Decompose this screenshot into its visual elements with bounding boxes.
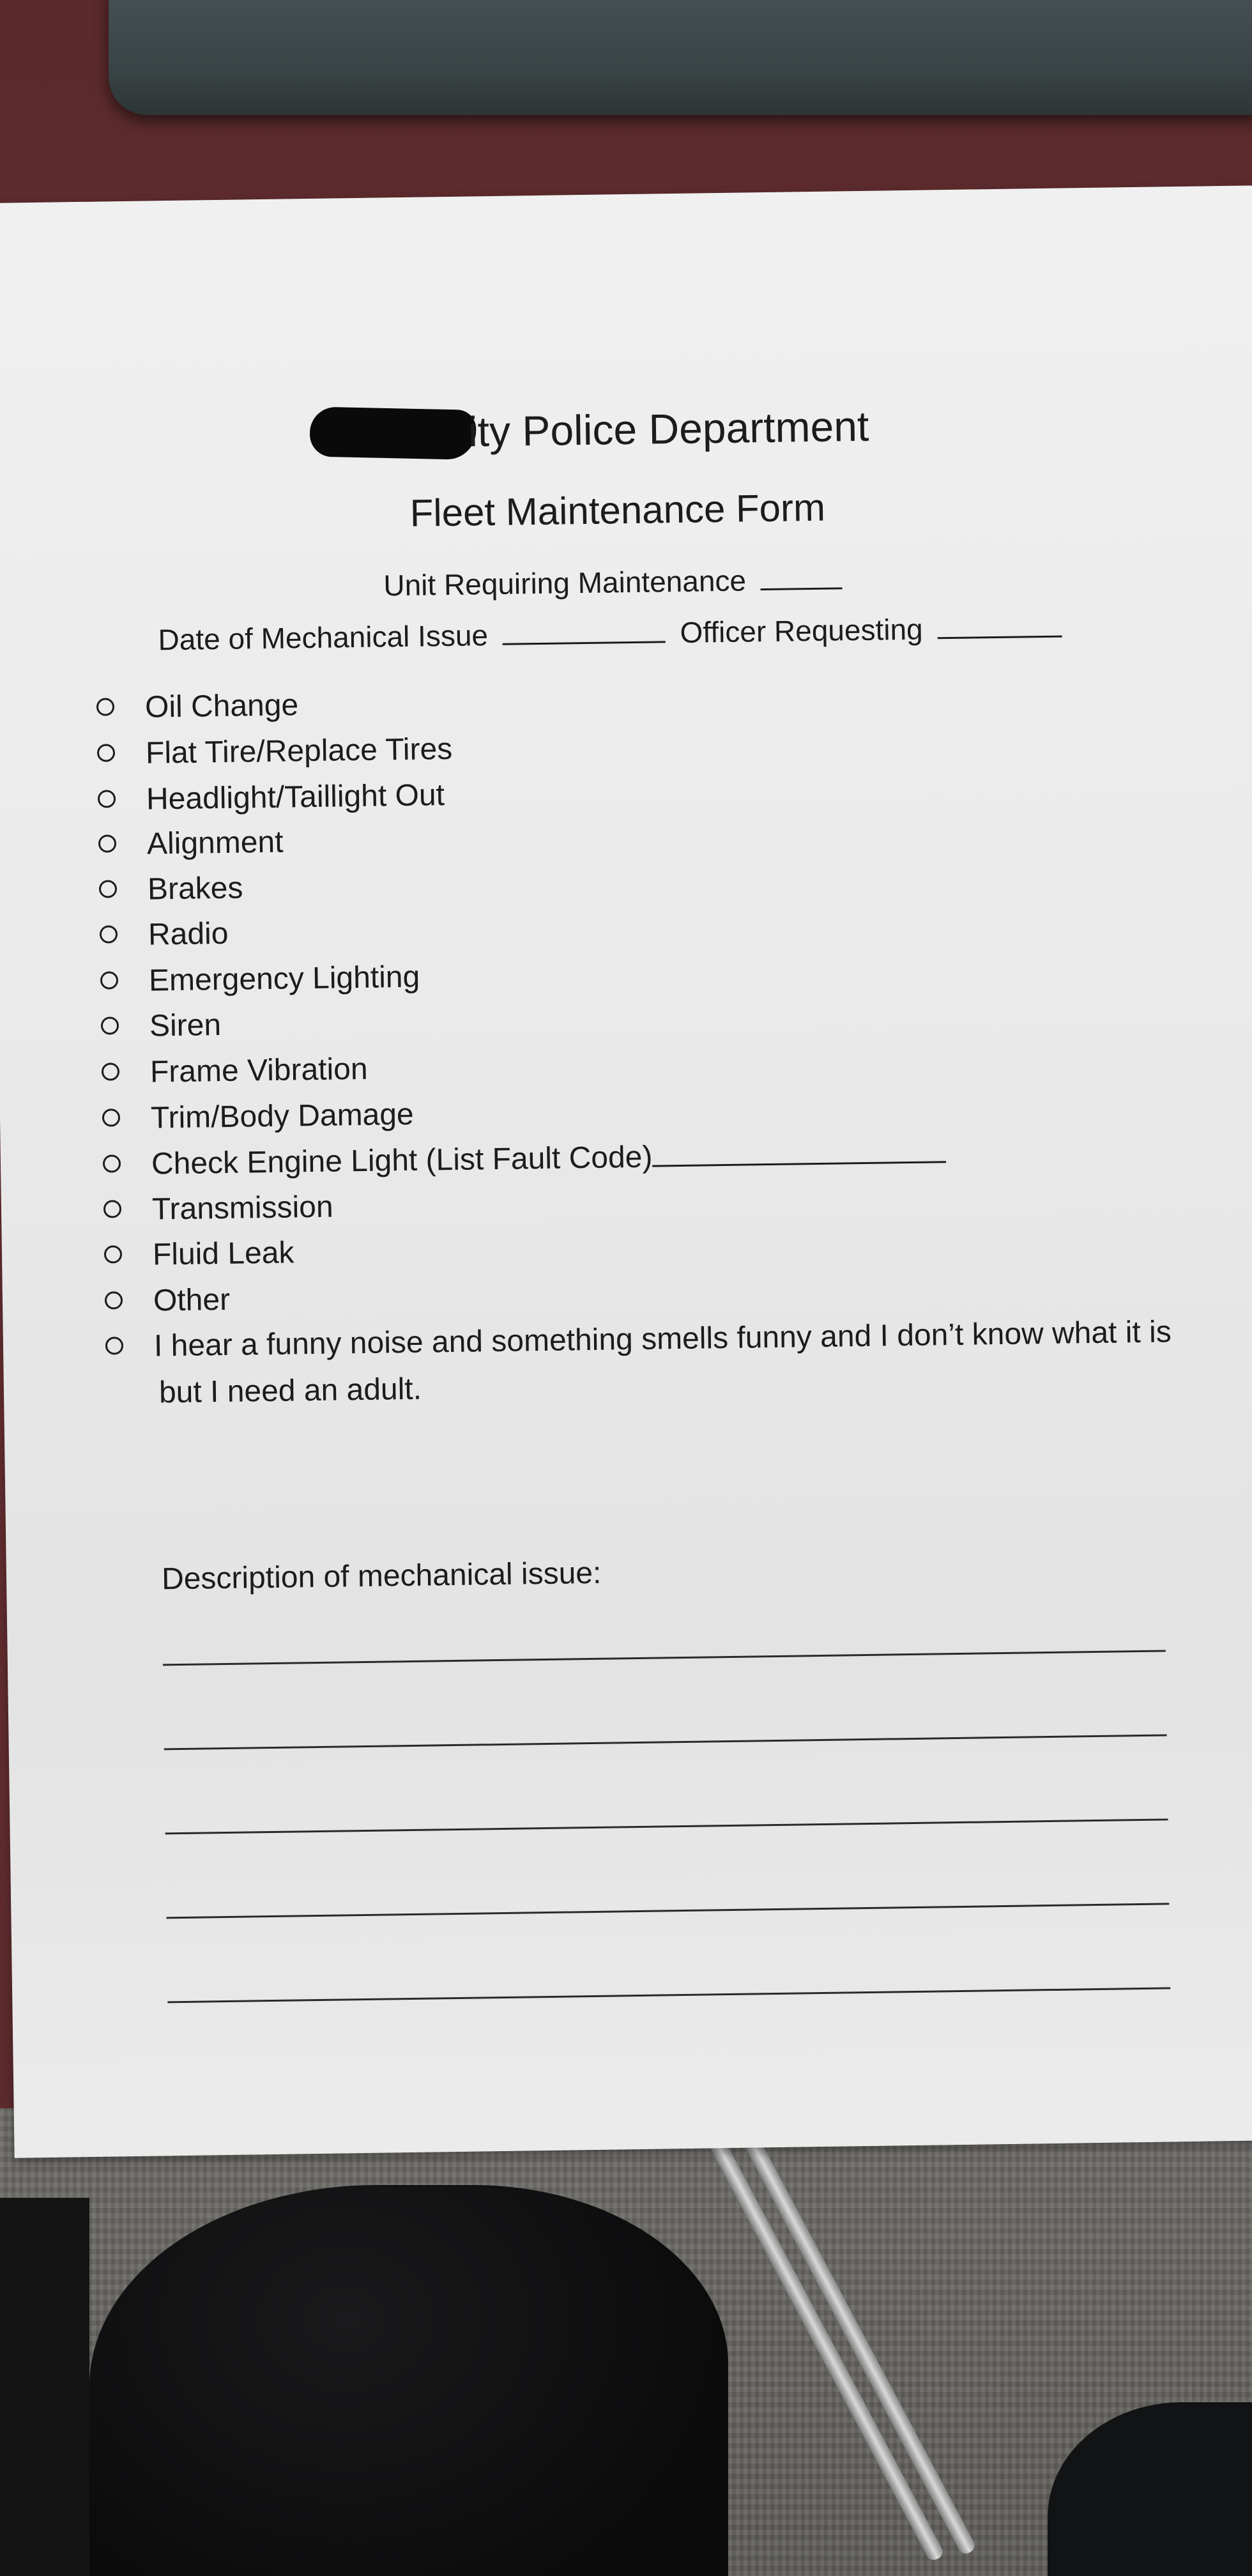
checkbox-circle[interactable] xyxy=(100,972,118,990)
checklist-item[interactable]: Brakes xyxy=(99,871,243,908)
checkbox-circle[interactable] xyxy=(96,698,114,716)
checkbox-circle[interactable] xyxy=(105,1292,123,1310)
checkbox-circle[interactable] xyxy=(99,880,117,898)
checkbox-circle[interactable] xyxy=(100,926,118,944)
checklist-item[interactable]: Radio xyxy=(100,916,229,953)
date-officer-field xyxy=(158,610,1062,657)
checklist-item[interactable]: I hear a funny noise and something smells funny and I don’t know what it is xyxy=(105,1314,1172,1364)
description-blank-line[interactable] xyxy=(165,1818,1168,1834)
description-blank-line[interactable] xyxy=(166,1903,1169,1919)
department-title: ity Police Department xyxy=(468,402,869,456)
checklist-item[interactable]: Headlight/Taillight Out xyxy=(98,778,445,818)
dark-leg xyxy=(89,2185,728,2576)
checklist-item[interactable]: Oil Change xyxy=(96,687,299,725)
unit-blank[interactable] xyxy=(760,562,843,590)
checklist-item[interactable]: Flat Tire/Replace Tires xyxy=(97,732,453,772)
checklist-item[interactable]: Other xyxy=(105,1282,231,1319)
checkbox-circle[interactable] xyxy=(105,1337,123,1355)
unit-field xyxy=(383,562,843,602)
form-content xyxy=(0,185,1252,2158)
officer-label: Officer Requesting xyxy=(680,612,924,649)
fault-code-blank[interactable] xyxy=(652,1135,947,1167)
date-label: Date of Mechanical Issue xyxy=(158,618,489,657)
checklist-item[interactable]: Check Engine Light (List Fault Code) xyxy=(103,1135,947,1182)
gray-tray xyxy=(109,0,1252,115)
paper-sheet xyxy=(0,185,1252,2158)
checkbox-circle[interactable] xyxy=(97,744,115,762)
checkbox-circle[interactable] xyxy=(104,1246,122,1264)
checklist-item-continuation: but I need an adult. xyxy=(158,1372,422,1410)
checkbox-circle[interactable] xyxy=(98,835,116,853)
checkbox-circle[interactable] xyxy=(102,1063,119,1081)
description-blank-line[interactable] xyxy=(163,1650,1166,1666)
officer-blank[interactable] xyxy=(937,610,1062,640)
checklist-item[interactable]: Siren xyxy=(101,1008,222,1045)
checkbox-circle[interactable] xyxy=(103,1155,121,1173)
checklist-item[interactable]: Alignment xyxy=(98,825,284,862)
form-title: Fleet Maintenance Form xyxy=(409,486,826,535)
checkbox-circle[interactable] xyxy=(101,1017,119,1035)
date-blank[interactable] xyxy=(502,615,666,645)
description-blank-line[interactable] xyxy=(167,1987,1170,2003)
checklist-item[interactable]: Emergency Lighting xyxy=(100,960,420,999)
checklist-item[interactable]: Trim/Body Damage xyxy=(102,1097,414,1137)
redaction-mark xyxy=(309,406,477,459)
checkbox-circle[interactable] xyxy=(103,1200,121,1218)
checklist-item[interactable]: Transmission xyxy=(103,1190,333,1228)
checkbox-circle[interactable] xyxy=(102,1109,120,1127)
dark-shadow xyxy=(0,2198,89,2576)
checklist-item[interactable]: Frame Vibration xyxy=(102,1052,368,1091)
checklist-item[interactable]: Fluid Leak xyxy=(104,1235,294,1273)
checkbox-circle[interactable] xyxy=(98,790,116,808)
unit-label: Unit Requiring Maintenance xyxy=(383,564,747,602)
description-blank-line[interactable] xyxy=(164,1734,1167,1750)
description-label: Description of mechanical issue: xyxy=(161,1556,602,1597)
